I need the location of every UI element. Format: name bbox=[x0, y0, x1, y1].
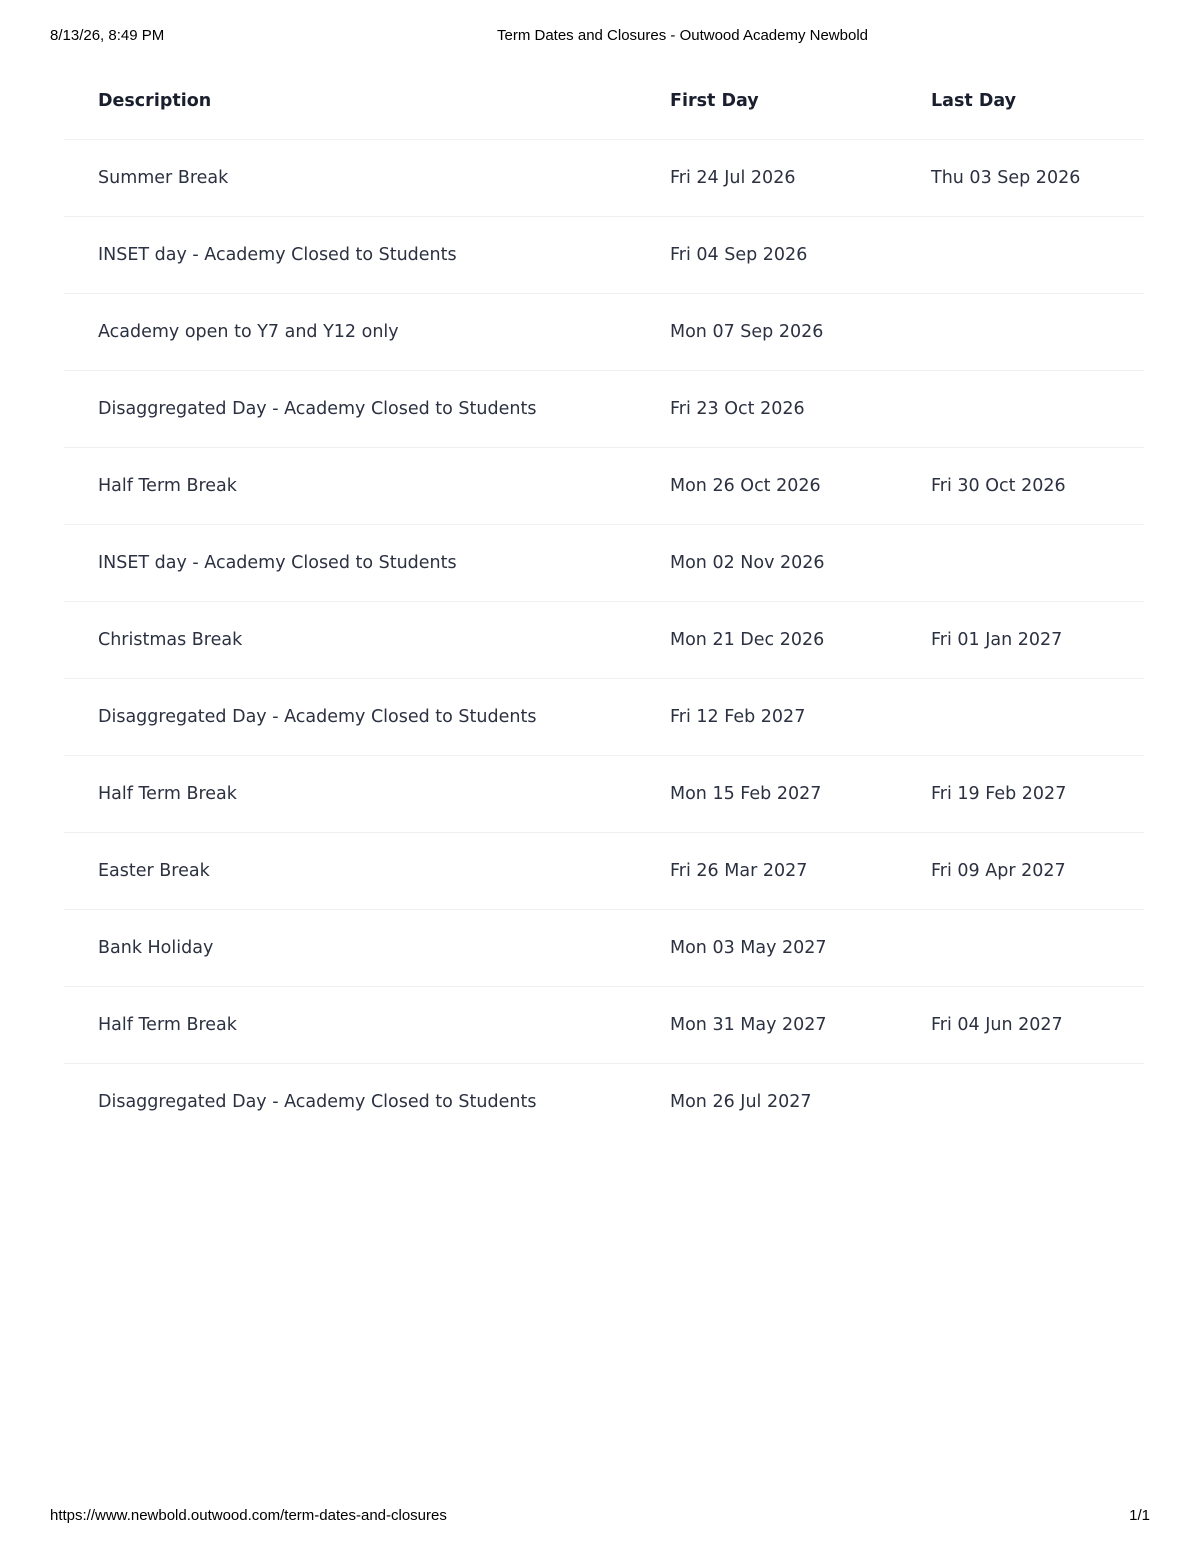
cell-first-day: Fri 23 Oct 2026 bbox=[670, 399, 805, 419]
cell-first-day: Mon 21 Dec 2026 bbox=[670, 630, 825, 650]
cell-last-day bbox=[931, 910, 1144, 987]
cell-description: INSET day - Academy Closed to Students bbox=[98, 553, 457, 573]
cell-last-day: Fri 30 Oct 2026 bbox=[931, 476, 1066, 496]
cell-last-day: Fri 19 Feb 2027 bbox=[931, 784, 1067, 804]
table-header-row bbox=[64, 63, 1144, 140]
print-header bbox=[50, 27, 1150, 47]
table-row bbox=[64, 140, 1144, 217]
cell-description: Easter Break bbox=[98, 861, 210, 881]
cell-last-day: Fri 01 Jan 2027 bbox=[931, 630, 1063, 650]
cell-last-day: Fri 09 Apr 2027 bbox=[931, 861, 1066, 881]
table-row bbox=[64, 294, 1144, 371]
table-row bbox=[64, 371, 1144, 448]
page-url: https://www.newbold.outwood.com/term-dates-and-closures bbox=[50, 1507, 447, 1524]
cell-description: Disaggregated Day - Academy Closed to Students bbox=[98, 399, 537, 419]
term-dates-table bbox=[64, 63, 1144, 1140]
cell-last-day bbox=[931, 1064, 1144, 1141]
table-row bbox=[64, 987, 1144, 1064]
cell-last-day: Thu 03 Sep 2026 bbox=[931, 168, 1081, 188]
cell-last-day bbox=[931, 525, 1144, 602]
cell-last-day bbox=[931, 294, 1144, 371]
table-row bbox=[64, 756, 1144, 833]
table-row bbox=[64, 1064, 1144, 1141]
cell-first-day: Mon 15 Feb 2027 bbox=[670, 784, 822, 804]
cell-description: Academy open to Y7 and Y12 only bbox=[98, 322, 399, 342]
cell-first-day: Mon 26 Oct 2026 bbox=[670, 476, 821, 496]
cell-description: Bank Holiday bbox=[98, 938, 214, 958]
cell-first-day: Mon 02 Nov 2026 bbox=[670, 553, 825, 573]
column-header-description: Description bbox=[64, 63, 670, 140]
table-body bbox=[64, 140, 1144, 1141]
cell-first-day: Fri 26 Mar 2027 bbox=[670, 861, 808, 881]
cell-last-day bbox=[931, 217, 1144, 294]
cell-first-day: Mon 03 May 2027 bbox=[670, 938, 827, 958]
print-page-title: Term Dates and Closures - Outwood Academy Newbold bbox=[497, 27, 869, 44]
cell-last-day bbox=[931, 371, 1144, 448]
table-row bbox=[64, 833, 1144, 910]
cell-description: INSET day - Academy Closed to Students bbox=[98, 245, 457, 265]
cell-first-day: Fri 24 Jul 2026 bbox=[670, 168, 796, 188]
cell-first-day: Fri 04 Sep 2026 bbox=[670, 245, 808, 265]
table-row bbox=[64, 217, 1144, 294]
table-row bbox=[64, 525, 1144, 602]
cell-first-day: Fri 12 Feb 2027 bbox=[670, 707, 806, 727]
cell-last-day: Fri 04 Jun 2027 bbox=[931, 1015, 1063, 1035]
cell-description: Half Term Break bbox=[98, 476, 237, 496]
cell-description: Summer Break bbox=[98, 168, 229, 188]
cell-description: Christmas Break bbox=[98, 630, 243, 650]
column-header-last-day: Last Day bbox=[931, 63, 1144, 140]
cell-description: Half Term Break bbox=[98, 784, 237, 804]
print-footer bbox=[50, 1507, 1150, 1527]
cell-description: Disaggregated Day - Academy Closed to Students bbox=[98, 707, 537, 727]
page-number: 1/1 bbox=[1129, 1507, 1150, 1524]
cell-description: Disaggregated Day - Academy Closed to Students bbox=[98, 1092, 537, 1112]
cell-first-day: Mon 07 Sep 2026 bbox=[670, 322, 824, 342]
table-row bbox=[64, 679, 1144, 756]
cell-first-day: Mon 31 May 2027 bbox=[670, 1015, 827, 1035]
print-datetime: 8/13/26, 8:49 PM bbox=[50, 27, 165, 44]
table-row bbox=[64, 448, 1144, 525]
cell-first-day: Mon 26 Jul 2027 bbox=[670, 1092, 812, 1112]
table-row bbox=[64, 602, 1144, 679]
column-header-first-day: First Day bbox=[670, 63, 931, 140]
cell-description: Half Term Break bbox=[98, 1015, 237, 1035]
cell-last-day bbox=[931, 679, 1144, 756]
table-header bbox=[64, 63, 1144, 140]
table-row bbox=[64, 910, 1144, 987]
